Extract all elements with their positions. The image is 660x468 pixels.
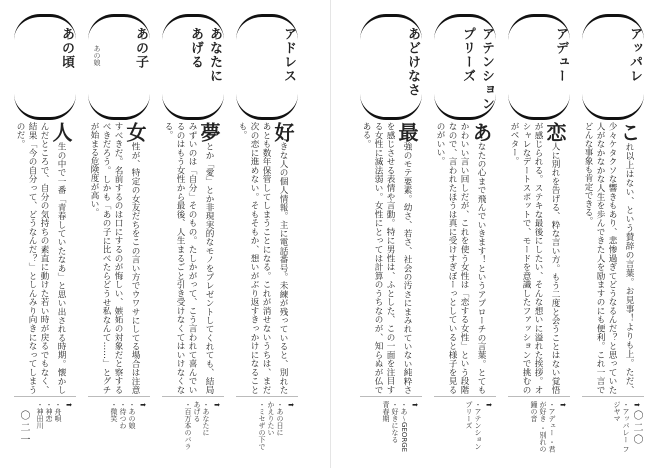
entry-header bbox=[14, 14, 76, 120]
arrow-icon: ➡ bbox=[486, 401, 492, 409]
entry-title: アテンション プリーズ bbox=[460, 27, 494, 111]
entry-anokoro bbox=[14, 14, 76, 454]
arrow-icon: ➡ bbox=[140, 401, 146, 409]
entry-lead-char: 恋 bbox=[543, 122, 567, 142]
entry-related bbox=[88, 396, 150, 453]
arrow-icon: ➡ bbox=[634, 401, 640, 409]
entry-lead-char: 夢 bbox=[197, 122, 221, 142]
entry-text: 強のモテ要素。幼さ、若さ、社会の汚さにまみれていない純粋さを感じさせる表情や言動。特に男性は、ふとした、この一面を注目する女性に滅法弱い。女性にとっては計算のうちなのが、知らぬが仏である。 bbox=[361, 122, 412, 394]
entry-attention-please bbox=[434, 14, 496, 454]
entry-text: なたの心まで飛んでいきます！というアプローチの言葉。とてもかわいい言い回しだが、これを使う女性は「恋する女性」という段階なので、言われたほうは真に受けすぎぼーっとしていると様子を見るのがいい。 bbox=[435, 122, 486, 394]
entry-title: あどけなさ bbox=[405, 27, 420, 97]
related-list: ・舟唄 ・神恋 ・神田川 bbox=[36, 401, 62, 429]
entry-lead-char: 好 bbox=[271, 122, 295, 142]
entry-title: あの頃 bbox=[59, 27, 74, 69]
entry-title: あなたに あげる bbox=[188, 27, 222, 83]
related-list: ・あ～GEORGE ・好きになる 青春期 bbox=[382, 401, 408, 453]
entry-subtitle: あの娘 bbox=[93, 45, 101, 66]
related-list: ・あの日に かえりたい ・ミセザの下で bbox=[258, 401, 284, 450]
entry-body bbox=[582, 122, 640, 394]
entry-text: れ以上はない、という賛辞の言葉。お見事！よりも上。ただ、少々ケタクソな響きもあり、悲惨過ぎてどうなるんだ？と思っていた人がなかなかな人生を歩んできた人を励ますのにも便利。これ一言でどんな事象も肯定できる。 bbox=[583, 122, 634, 394]
entry-text: 性が、特定の女友だちをこの言い方でウワサにしてる場合は注意すべきだ。名前するのは口にするのが悔しい、嫉妬の対象だと察するべきだろう。しかも「あの子に比べたらどうせ私なんて……」とグチが始まる危険度が高い。 bbox=[89, 122, 140, 394]
entry-header bbox=[236, 14, 298, 120]
entry-body bbox=[14, 122, 72, 394]
related-list: ・あなたに あげる ・百万本のバラ bbox=[184, 401, 210, 450]
entry-title: アデュー bbox=[553, 27, 568, 83]
entry-text: きな人の個人情報。主に電話番号。未練が残っていると、別れたあとも数年保管してしまうことになる。これが消せないうちは、まだ次の恋に進めない。そもそもか、想いがぶり返すきっかけになることも。 bbox=[237, 122, 288, 394]
entry-header bbox=[360, 14, 422, 120]
entry-lead-char: あ bbox=[469, 122, 493, 142]
entry-text: 生の中で一番「青春していたなあ」と思い出される時期。懐かしんだところで、自分の気持ちの素直に動けた若い時が戻るでもなく、結果「今の自分って、どうなんだ？」としんみり向きになってしまうのだ。 bbox=[15, 122, 66, 394]
entry-title: アドレス bbox=[281, 27, 296, 83]
entry-adieu bbox=[508, 14, 570, 454]
entry-title: アッパレ bbox=[627, 27, 642, 83]
related-list: ・アテンション プリーズ bbox=[465, 401, 482, 450]
entry-address bbox=[236, 14, 298, 454]
entry-related bbox=[236, 396, 298, 453]
page-number-left: 〇二一 bbox=[18, 410, 29, 446]
entry-body bbox=[236, 122, 294, 394]
entry-text: 人に別れを告げる、粋な言い方。もう二度と会うことはない覚悟が感じられる。ステキな最後にしたい、そんな想いに溢れた挨拶。オシャレなデートスポットで、モードを意識したファッションで挑むのがベター。 bbox=[509, 122, 560, 394]
entry-appare bbox=[582, 14, 644, 454]
entry-body bbox=[88, 122, 146, 394]
entry-body bbox=[508, 122, 566, 394]
entry-related bbox=[162, 396, 224, 453]
entry-related bbox=[434, 396, 496, 453]
entry-related bbox=[508, 396, 570, 453]
entry-body bbox=[360, 122, 418, 394]
related-list: ・アデュー ・君が好き ・別れの鐘の音 bbox=[530, 401, 556, 453]
arrow-icon: ➡ bbox=[412, 401, 418, 409]
related-list: ・あの娘 ・待つわ ・微笑 bbox=[110, 401, 136, 429]
entry-body bbox=[434, 122, 492, 394]
entry-lead-char: 女 bbox=[123, 122, 147, 142]
entry-body bbox=[162, 122, 220, 394]
entry-adokenasa bbox=[360, 14, 422, 454]
entry-anoko bbox=[88, 14, 150, 454]
entry-lead-char: こ bbox=[617, 122, 641, 142]
book-spine bbox=[330, 0, 331, 468]
entry-lead-char: 最 bbox=[395, 122, 419, 142]
related-list: ・アッパレー フジヤマ bbox=[613, 401, 630, 453]
arrow-icon: ➡ bbox=[214, 401, 220, 409]
entry-header bbox=[88, 14, 150, 120]
page-number-right: 〇二〇 bbox=[631, 410, 642, 446]
entry-text: とか「愛」とか非現実的なモノをプレゼントしてくれても、結局みずいのは「自分」そのもの。たしかがって、こう言われて喜んでいるのはもう女性から最後、人生まるごと引き受けなくてはいけなくなる。 bbox=[163, 122, 214, 394]
entry-header bbox=[434, 14, 496, 120]
entry-header bbox=[582, 14, 644, 120]
arrow-icon: ➡ bbox=[66, 401, 72, 409]
arrow-icon: ➡ bbox=[288, 401, 294, 409]
entry-anata-ni-ageru bbox=[162, 14, 224, 454]
entry-header bbox=[162, 14, 224, 120]
entry-header bbox=[508, 14, 570, 120]
entry-related bbox=[360, 396, 422, 453]
entry-lead-char: 人 bbox=[49, 122, 73, 142]
arrow-icon: ➡ bbox=[560, 401, 566, 409]
entry-title: あの子 bbox=[133, 27, 148, 69]
